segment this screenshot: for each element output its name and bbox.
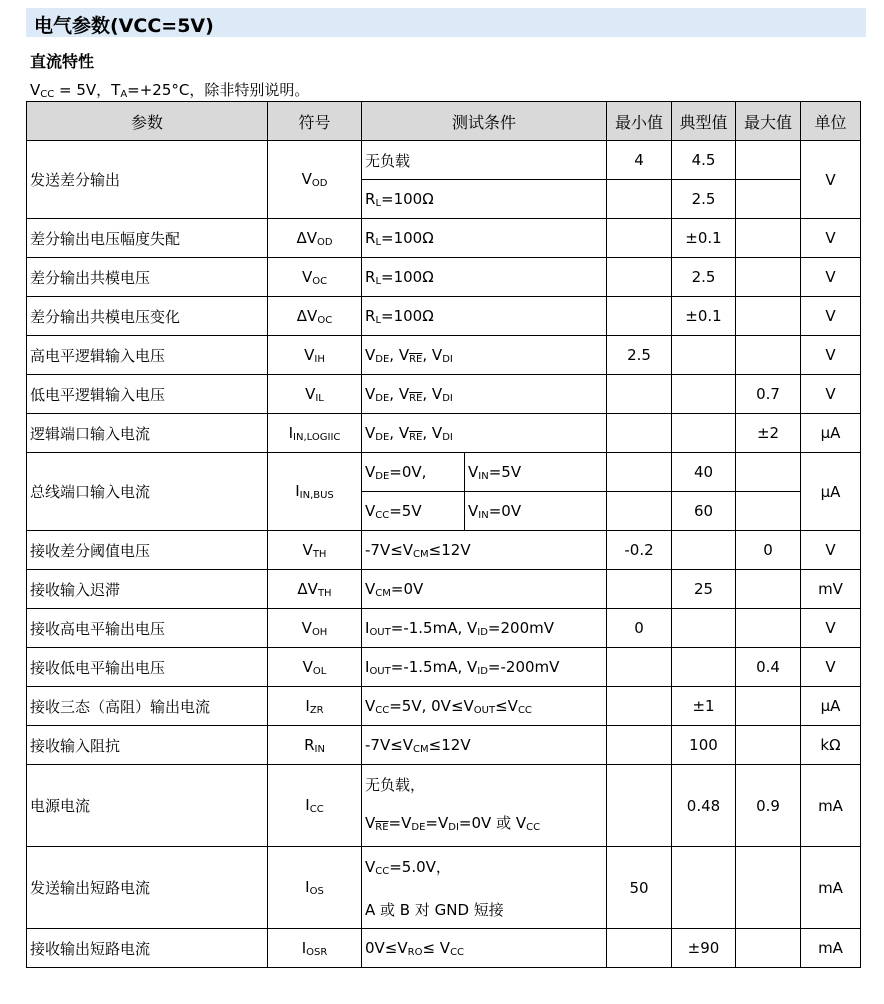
param-unit: V <box>801 336 861 375</box>
param-max: 0.7 <box>736 375 801 414</box>
param-symbol: $\Delta V_{TH}$ <box>268 570 362 609</box>
param-min <box>607 492 672 531</box>
param-typ: 4.5 <box>672 141 736 180</box>
section-heading: 电气参数(VCC=5V) <box>34 15 214 37</box>
param-symbol: $V_{TH}$ <box>268 531 362 570</box>
param-min: 0 <box>607 609 672 648</box>
param-condition: $V_{DE}$, $V_{\overline{RE}}$, $V_{DI}$ <box>362 375 607 414</box>
param-symbol: $I_{OSR}$ <box>268 929 362 968</box>
param-unit: V <box>801 375 861 414</box>
param-symbol: $V_{OC}$ <box>268 258 362 297</box>
param-min <box>607 453 672 492</box>
param-min <box>607 726 672 765</box>
param-min: 2.5 <box>607 336 672 375</box>
param-name: 接收低电平输出电压 <box>27 648 268 687</box>
param-symbol: $\Delta V_{OC}$ <box>268 297 362 336</box>
param-name: 接收输出短路电流 <box>27 929 268 968</box>
param-symbol: $V_{OH}$ <box>268 609 362 648</box>
param-typ <box>672 531 736 570</box>
param-min <box>607 180 672 219</box>
param-min <box>607 687 672 726</box>
param-typ: ±1 <box>672 687 736 726</box>
param-name: 差分输出共模电压变化 <box>27 297 268 336</box>
param-unit: mA <box>801 929 861 968</box>
param-symbol: $I_{IN,BUS}$ <box>268 453 362 531</box>
param-min <box>607 375 672 414</box>
param-typ: 2.5 <box>672 258 736 297</box>
param-symbol: $V_{OD}$ <box>268 141 362 219</box>
param-unit: mA <box>801 765 861 847</box>
param-symbol: $R_{IN}$ <box>268 726 362 765</box>
table-row <box>27 375 861 414</box>
param-condition: $V_{CM}=0V$ <box>362 570 607 609</box>
param-max <box>736 336 801 375</box>
param-condition: $I_{OUT}=-1.5mA$, $V_{ID}=-200mV$ <box>362 648 607 687</box>
param-typ: 25 <box>672 570 736 609</box>
param-condition: $-7V\le V_{CM}\le 12V$ <box>362 726 607 765</box>
param-typ <box>672 336 736 375</box>
param-typ: 0.48 <box>672 765 736 847</box>
param-symbol: $I_{ZR}$ <box>268 687 362 726</box>
param-max <box>736 726 801 765</box>
param-unit: kΩ <box>801 726 861 765</box>
param-typ: 2.5 <box>672 180 736 219</box>
param-condition: $0V\le V_{RO}\le V_{CC}$ <box>362 929 607 968</box>
header-param: 参数 <box>27 102 268 141</box>
param-max <box>736 609 801 648</box>
param-condition: $V_{CC}=5V$, $0V\le V_{OUT}\le V_{CC}$ <box>362 687 607 726</box>
param-unit: μA <box>801 414 861 453</box>
param-min <box>607 297 672 336</box>
table-header-row <box>27 102 861 141</box>
param-name: 接收差分阈值电压 <box>27 531 268 570</box>
param-unit: μA <box>801 453 861 531</box>
table-row <box>27 414 861 453</box>
param-condition: $V_{DE}=0V$, $V_{IN}=5V$ <box>362 453 607 492</box>
header-max: 最大值 <box>736 102 801 141</box>
param-name: 接收输入迟滞 <box>27 570 268 609</box>
header-condition: 测试条件 <box>362 102 607 141</box>
param-max: 0 <box>736 531 801 570</box>
param-typ: 40 <box>672 453 736 492</box>
param-unit: V <box>801 258 861 297</box>
param-condition: $I_{OUT}=-1.5mA$, $V_{ID}=200mV$ <box>362 609 607 648</box>
param-max: 0.9 <box>736 765 801 847</box>
param-symbol: $V_{IH}$ <box>268 336 362 375</box>
param-unit: V <box>801 297 861 336</box>
param-condition: $-7V\le V_{CM}\le 12V$ <box>362 531 607 570</box>
param-name: 逻辑端口输入电流 <box>27 414 268 453</box>
table-row <box>27 687 861 726</box>
table-row <box>27 219 861 258</box>
param-symbol: $I_{IN,LOGIIC}$ <box>268 414 362 453</box>
param-symbol: $V_{OL}$ <box>268 648 362 687</box>
param-name: 接收输入阻抗 <box>27 726 268 765</box>
param-max: ±2 <box>736 414 801 453</box>
table-row <box>27 765 861 847</box>
param-symbol: $I_{OS}$ <box>268 847 362 929</box>
param-unit: mV <box>801 570 861 609</box>
test-conditions-note: $V_{CC} = 5V$，$T_A=+25^\circ C$，除非特别说明。 <box>30 81 310 100</box>
header-min: 最小值 <box>607 102 672 141</box>
table-row <box>27 648 861 687</box>
param-typ <box>672 414 736 453</box>
param-min: 4 <box>607 141 672 180</box>
param-condition: $R_L=100\Omega$ <box>362 258 607 297</box>
table-row <box>27 531 861 570</box>
param-min <box>607 929 672 968</box>
param-typ <box>672 648 736 687</box>
table-row <box>27 570 861 609</box>
header-symbol: 符号 <box>268 102 362 141</box>
param-typ: 100 <box>672 726 736 765</box>
param-name: 总线端口输入电流 <box>27 453 268 531</box>
param-unit: μA <box>801 687 861 726</box>
table-row <box>27 141 861 180</box>
param-max <box>736 453 801 492</box>
param-min <box>607 258 672 297</box>
param-unit: V <box>801 609 861 648</box>
param-name: 电源电流 <box>27 765 268 847</box>
param-typ: ±0.1 <box>672 297 736 336</box>
param-min: 50 <box>607 847 672 929</box>
param-name: 差分输出电压幅度失配 <box>27 219 268 258</box>
param-name: 发送差分输出 <box>27 141 268 219</box>
param-condition: $R_L=100\Omega$ <box>362 297 607 336</box>
section-heading-bar <box>26 8 866 37</box>
param-name: 高电平逻辑输入电压 <box>27 336 268 375</box>
param-typ <box>672 375 736 414</box>
param-max <box>736 492 801 531</box>
param-condition: $V_{DE}$, $V_{\overline{RE}}$, $V_{DI}$ <box>362 414 607 453</box>
table-row <box>27 258 861 297</box>
param-min <box>607 570 672 609</box>
table-row <box>27 453 861 492</box>
param-name: 差分输出共模电压 <box>27 258 268 297</box>
table-row <box>27 847 861 929</box>
param-name: 低电平逻辑输入电压 <box>27 375 268 414</box>
param-max <box>736 219 801 258</box>
param-condition: $V_{CC}=5V$ $V_{IN}=0V$ <box>362 492 607 531</box>
table-row <box>27 609 861 648</box>
param-unit: V <box>801 219 861 258</box>
param-unit: V <box>801 531 861 570</box>
param-max <box>736 847 801 929</box>
table-row <box>27 336 861 375</box>
param-max <box>736 297 801 336</box>
param-typ: ±90 <box>672 929 736 968</box>
param-min: -0.2 <box>607 531 672 570</box>
param-max: 0.4 <box>736 648 801 687</box>
param-typ: 60 <box>672 492 736 531</box>
param-condition: $R_L=100\Omega$ <box>362 180 607 219</box>
param-symbol: $\Delta V_{OD}$ <box>268 219 362 258</box>
header-typ: 典型值 <box>672 102 736 141</box>
param-condition: 无负载， $V_{\overline{RE}}=V_{DE}=V_{DI}=0V$ 或 $V_{CC}$ <box>362 765 607 847</box>
param-max <box>736 929 801 968</box>
param-unit: V <box>801 141 861 219</box>
param-max <box>736 570 801 609</box>
param-max <box>736 180 801 219</box>
param-max <box>736 687 801 726</box>
param-max <box>736 258 801 297</box>
param-condition: 无负载 <box>362 141 607 180</box>
param-min <box>607 765 672 847</box>
param-min <box>607 648 672 687</box>
dc-characteristics-table <box>26 101 861 968</box>
subheading: 直流特性 <box>30 52 95 71</box>
param-name: 接收三态（高阻）输出电流 <box>27 687 268 726</box>
param-max <box>736 141 801 180</box>
table-row <box>27 929 861 968</box>
table-row <box>27 297 861 336</box>
header-unit: 单位 <box>801 102 861 141</box>
param-unit: V <box>801 648 861 687</box>
table-row <box>27 726 861 765</box>
param-condition: $V_{DE}$, $V_{\overline{RE}}$, $V_{DI}$ <box>362 336 607 375</box>
param-min <box>607 414 672 453</box>
param-unit: mA <box>801 847 861 929</box>
param-typ <box>672 847 736 929</box>
param-name: 接收高电平输出电压 <box>27 609 268 648</box>
param-typ <box>672 609 736 648</box>
param-min <box>607 219 672 258</box>
param-typ: ±0.1 <box>672 219 736 258</box>
param-condition: $R_L=100\Omega$ <box>362 219 607 258</box>
param-symbol: $V_{IL}$ <box>268 375 362 414</box>
param-name: 发送输出短路电流 <box>27 847 268 929</box>
param-symbol: $I_{CC}$ <box>268 765 362 847</box>
param-condition: $V_{CC}=5.0V$， A 或 B 对 GND 短接 <box>362 847 607 929</box>
